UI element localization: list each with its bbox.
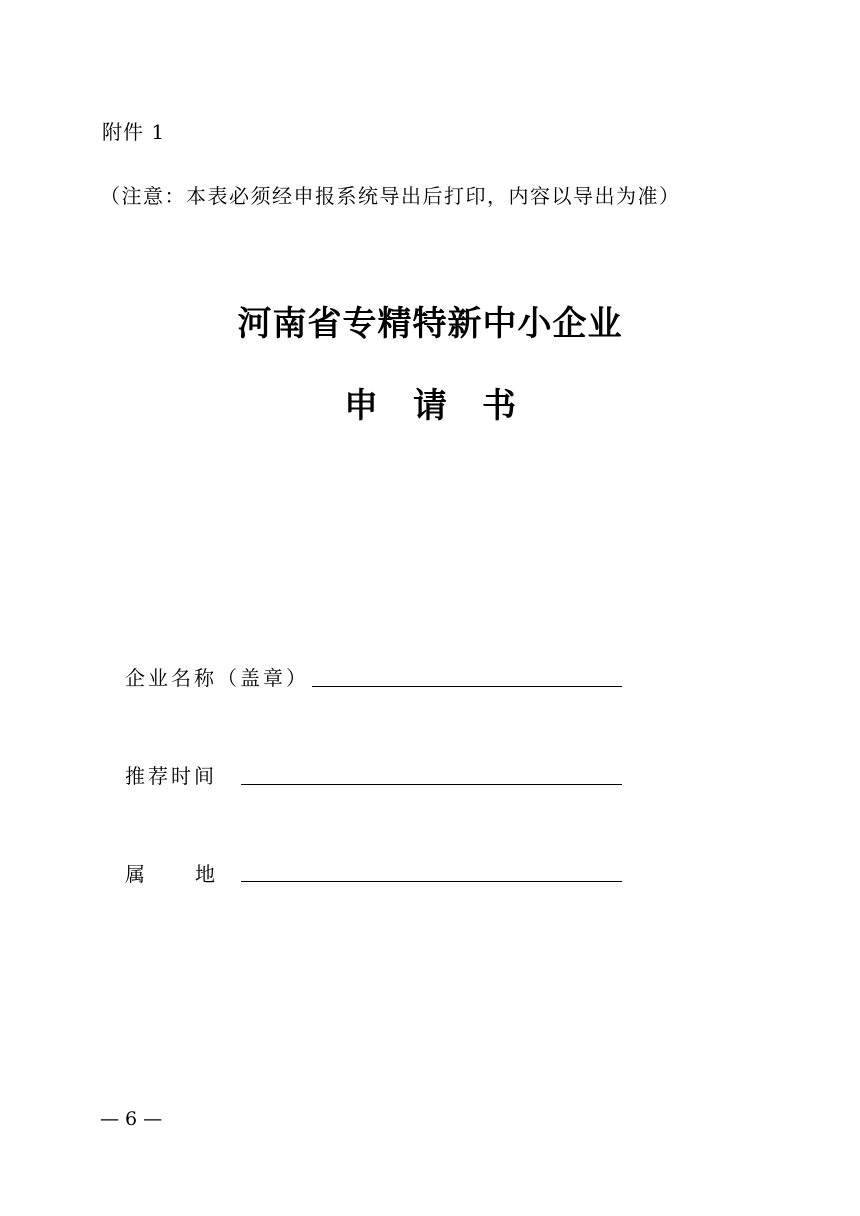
recommendation-date-label: 推荐时间 [125,764,217,788]
company-name-line[interactable] [312,686,622,687]
recommendation-date-line[interactable] [241,784,622,785]
document-subtitle: 申请书 [344,386,551,426]
company-name-label: 企业名称（盖章） [125,666,309,690]
export-notice: （注意：本表必须经申报系统导出后打印，内容以导出为准） [100,184,681,208]
page-number: — 6 — [100,1108,163,1130]
jurisdiction-label-part2: 地 [195,862,218,886]
attachment-label: 附件 1 [102,120,166,144]
jurisdiction-label-part1: 属 [125,862,148,886]
jurisdiction-line[interactable] [241,881,622,882]
document-title: 河南省专精特新中小企业 [237,304,623,344]
